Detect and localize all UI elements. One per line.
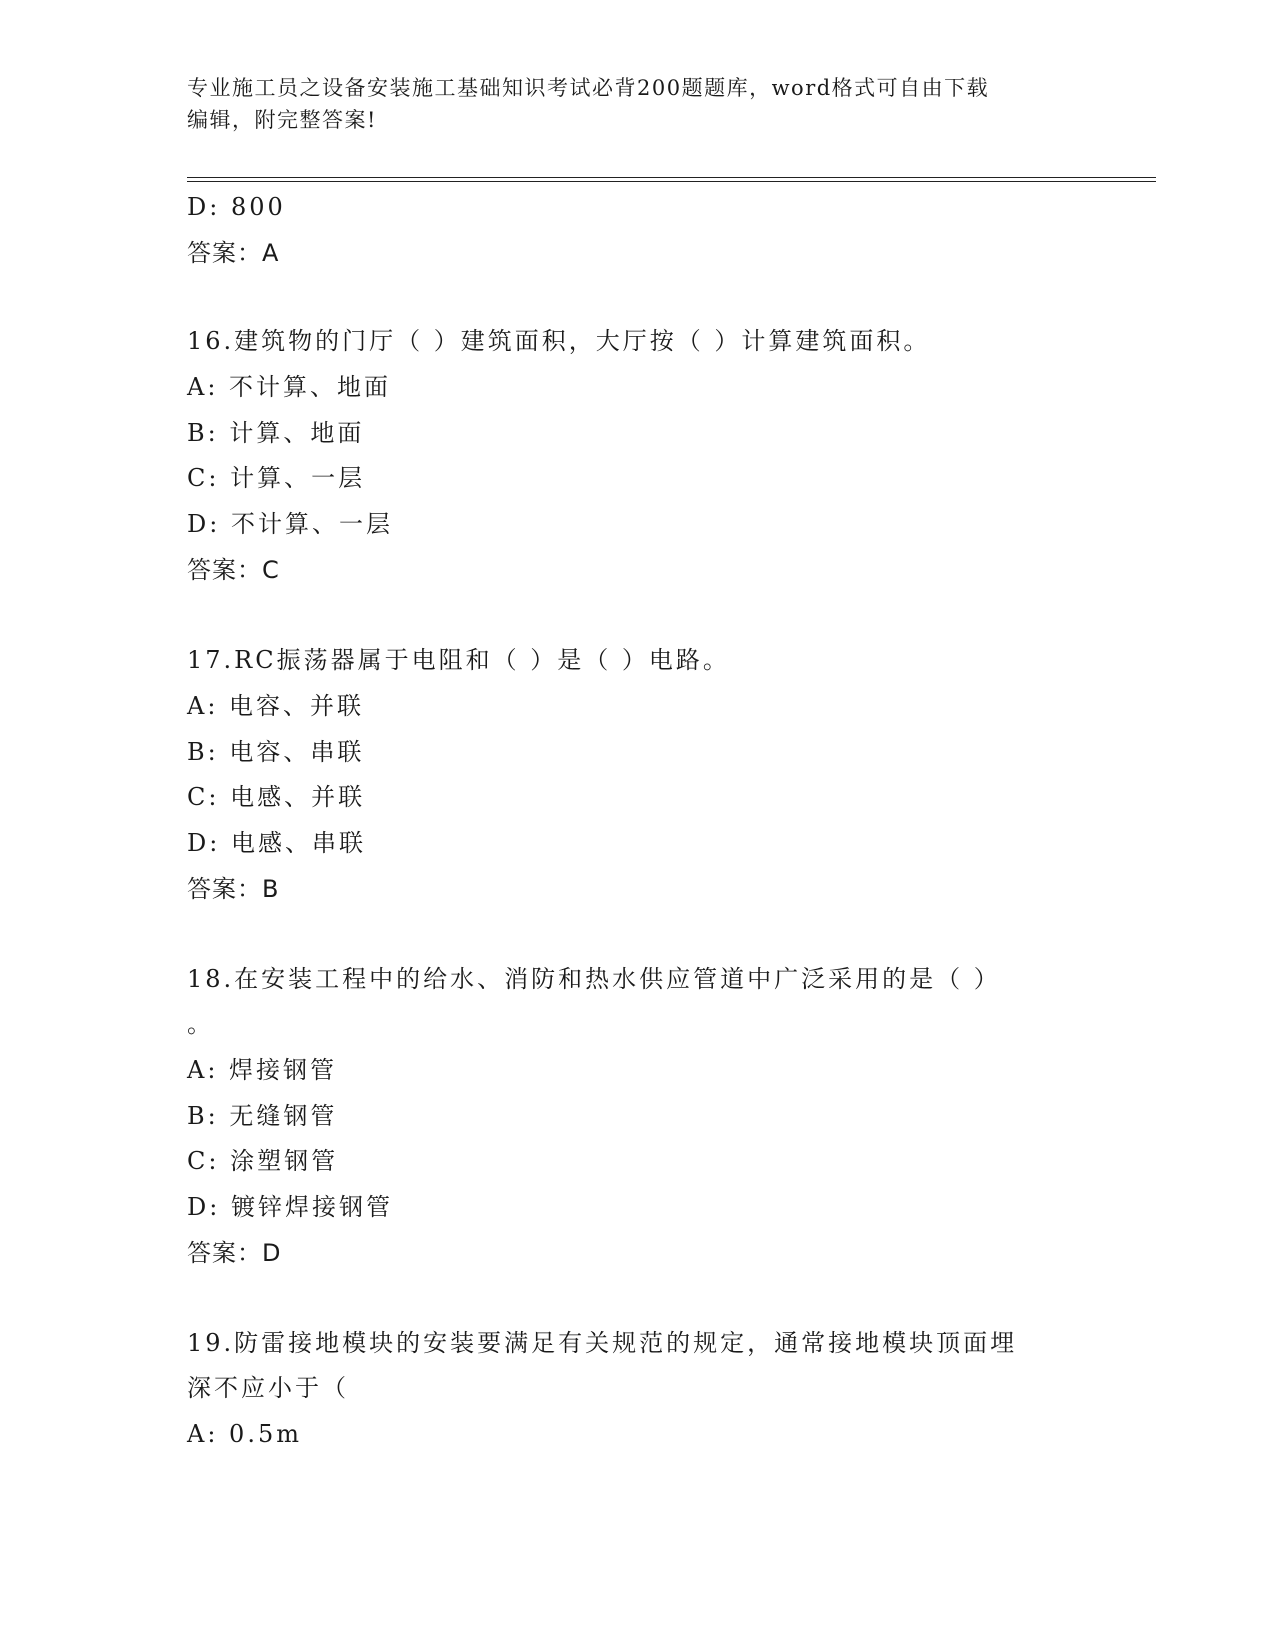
q18-option-c: C: 涂塑钢管 <box>187 1147 339 1175</box>
q18-answer: 答案：D <box>187 1239 282 1267</box>
q16-option-b: B: 计算、地面 <box>187 419 365 447</box>
prev-option-d: D: 800 <box>187 193 286 221</box>
header-divider-top <box>187 177 1156 178</box>
q19-option-a: A: 0.5m <box>187 1420 302 1448</box>
q16-option-a: A: 不计算、地面 <box>187 373 392 401</box>
q18-stem-line-2: 。 <box>187 1010 214 1038</box>
q16-option-d: D: 不计算、一层 <box>187 510 393 538</box>
q16-answer: 答案：C <box>187 556 280 584</box>
prev-answer: 答案：A <box>187 239 280 267</box>
document-header <box>187 72 1087 136</box>
header-divider-bottom <box>187 181 1156 182</box>
q18-stem-line-1: 18.在安装工程中的给水、消防和热水供应管道中广泛采用的是（ ） <box>187 965 1001 993</box>
q17-option-c: C: 电感、并联 <box>187 783 366 811</box>
header-line-1: 专业施工员之设备安装施工基础知识考试必背200题题库，word格式可自由下载 <box>187 76 990 100</box>
q17-option-a: A: 电容、并联 <box>187 692 365 720</box>
q16-option-c: C: 计算、一层 <box>187 464 366 492</box>
q17-option-b: B: 电容、串联 <box>187 738 365 766</box>
q18-option-d: D: 镀锌焊接钢管 <box>187 1193 393 1221</box>
q19-stem-line-2: 深不应小于（ <box>187 1374 349 1402</box>
q17-answer: 答案：B <box>187 875 280 903</box>
q18-option-b: B: 无缝钢管 <box>187 1102 338 1130</box>
q17-stem: 17.RC振荡器属于电阻和（ ）是（ ）电路。 <box>187 646 730 674</box>
q19-stem-line-1: 19.防雷接地模块的安装要满足有关规范的规定，通常接地模块顶面埋 <box>187 1329 1018 1357</box>
q16-stem: 16.建筑物的门厅（ ）建筑面积，大厅按（ ）计算建筑面积。 <box>187 327 931 355</box>
q18-option-a: A: 焊接钢管 <box>187 1056 338 1084</box>
header-line-2: 编辑，附完整答案! <box>187 108 377 132</box>
q17-option-d: D: 电感、串联 <box>187 829 366 857</box>
